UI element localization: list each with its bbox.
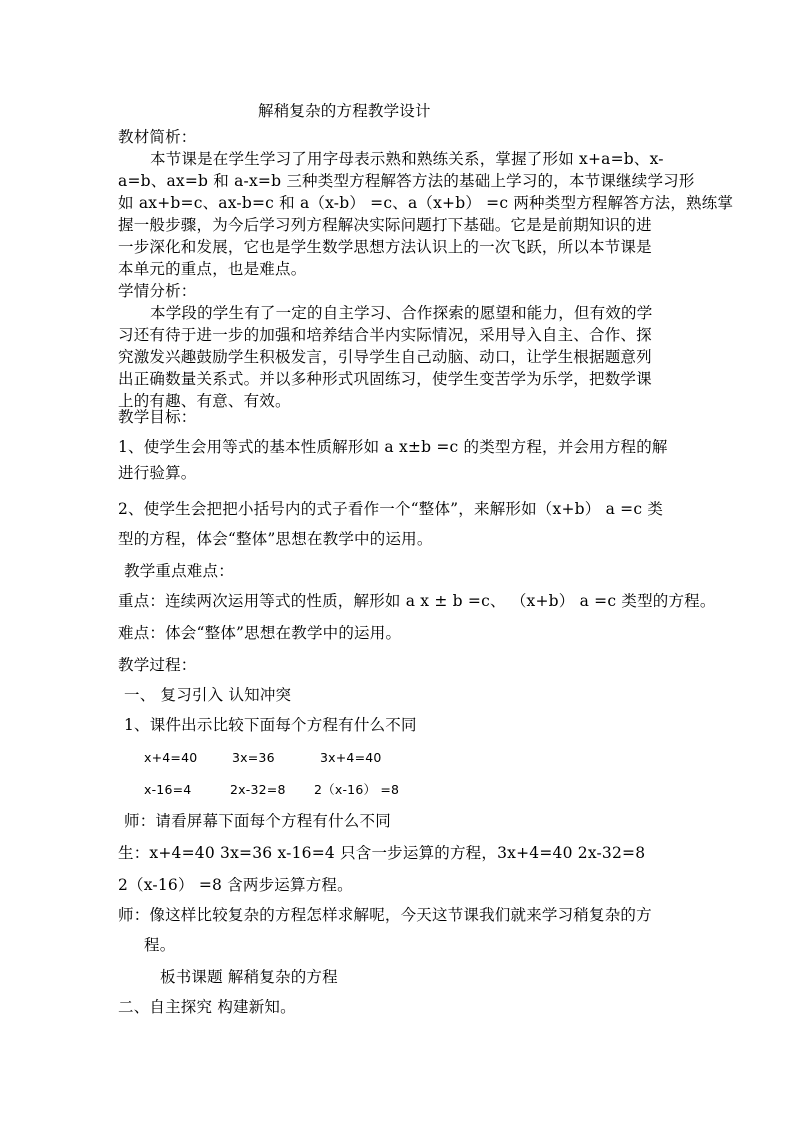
material-line: 本节课是在学生学习了用字母表示熟和熟练关系，掌握了形如 x+a=b、x- bbox=[150, 150, 664, 168]
teacher-line: 程。 bbox=[144, 936, 176, 954]
equation-row bbox=[144, 746, 704, 769]
keypoints-heading: 教学重点难点： bbox=[124, 562, 234, 580]
student-line: 出正确数量关系式。并以多种形式巩固练习，使学生变苦学为乐学，把数学课 bbox=[118, 370, 652, 388]
material-line: 如 ax+b=c、ax-b=c 和 a（x-b） =c、a（x+b） =c 两种类型方程解答方法，熟练掌 bbox=[118, 194, 734, 212]
equation: x+4=40 bbox=[144, 750, 198, 765]
material-line: 一步深化和发展，它也是学生数学思想方法认识上的一次飞跃，所以本节课是 bbox=[118, 238, 652, 256]
student-line: 究激发兴趣鼓励学生积极发言，引导学生自己动脑、动口，让学生根据题意列 bbox=[118, 348, 652, 366]
student-answer-line: 生：x+4=40 3x=36 x-16=4 只含一步运算的方程，3x+4=40 2x-32=8 bbox=[118, 844, 646, 862]
material-heading: 教材简析： bbox=[118, 128, 197, 146]
student-answer-line: 2（x-16） =8 含两步运算方程。 bbox=[118, 876, 353, 894]
difficulty-text: 难点：体会“整体”思想在教学中的运用。 bbox=[118, 624, 402, 642]
teacher-line: 师：请看屏幕下面每个方程有什么不同 bbox=[124, 812, 391, 830]
equation: 2x-32=8 bbox=[230, 782, 286, 797]
material-line: 握一般步骤，为今后学习列方程解决实际问题打下基础。它是是前期知识的进 bbox=[118, 216, 652, 234]
part2-heading: 二、自主探究 构建新知。 bbox=[118, 998, 296, 1016]
student-line: 上的有趣、有意、有效。 bbox=[118, 392, 291, 410]
equation-row bbox=[144, 778, 704, 801]
goal-1-line: 进行验算。 bbox=[118, 464, 197, 482]
student-line: 本学段的学生有了一定的自主学习、合作探索的愿望和能力，但有效的学 bbox=[150, 304, 653, 322]
part1-heading: 一、 复习引入 认知冲突 bbox=[124, 686, 292, 704]
goal-2-line: 2、使学生会把把小括号内的式子看作一个“整体”，来解形如（x+b） a =c 类 bbox=[118, 500, 664, 518]
goal-1-line: 1、使学生会用等式的基本性质解形如 a x±b =c 的类型方程，并会用方程的解 bbox=[118, 438, 668, 456]
keypoint-text: 重点：连续两次运用等式的性质，解形如 a x ± b =c、 （x+b） a =c 类型的方程。 bbox=[118, 592, 716, 610]
equation: 3x=36 bbox=[232, 750, 275, 765]
goals-heading: 教学目标： bbox=[118, 408, 197, 426]
equation: 2（x-16） =8 bbox=[314, 782, 400, 797]
teacher-line: 师：像这样比较复杂的方程怎样求解呢，今天这节课我们就来学习稍复杂的方 bbox=[118, 906, 652, 924]
board-title: 板书课题 解稍复杂的方程 bbox=[160, 968, 338, 986]
student-line: 习还有待于进一步的加强和培养结合半内实际情况，采用导入自主、合作、探 bbox=[118, 326, 652, 344]
step1-text: 1、课件出示比较下面每个方程有什么不同 bbox=[124, 716, 417, 734]
student-heading: 学情分析： bbox=[118, 282, 197, 300]
equation: 3x+4=40 bbox=[320, 750, 382, 765]
document-title: 解稍复杂的方程教学设计 bbox=[258, 102, 431, 120]
goal-2-line: 型的方程，体会“整体”思想在教学中的运用。 bbox=[118, 530, 433, 548]
material-line: 本单元的重点，也是难点。 bbox=[118, 260, 307, 278]
material-line: a=b、ax=b 和 a-x=b 三种类型方程解答方法的基础上学习的，本节课继续学习形 bbox=[118, 172, 695, 190]
equation: x-16=4 bbox=[144, 782, 192, 797]
process-heading: 教学过程： bbox=[118, 656, 197, 674]
